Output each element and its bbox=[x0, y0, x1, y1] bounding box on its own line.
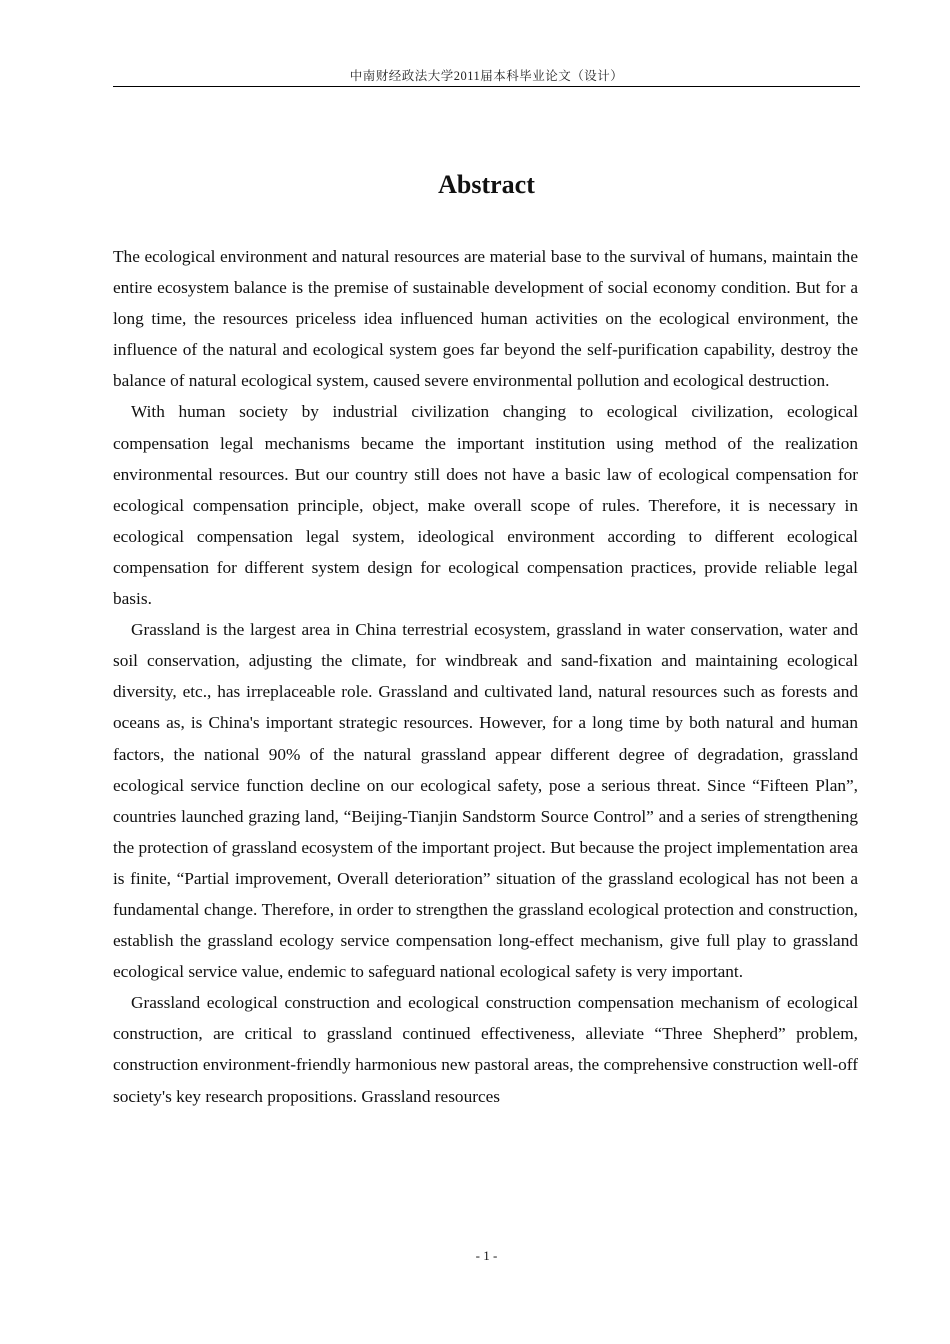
header-rule bbox=[113, 86, 860, 87]
abstract-paragraph-4: Grassland ecological construction and ecological construction compensation mechanism of ecological construction, are critical to grassland continued effectiveness, alleviate “Three Shepherd” problem, construction environment-friendly harmonious new pastoral areas, the comprehensive construction well-off society's key research propositions. Grassland resources bbox=[113, 993, 858, 1106]
abstract-paragraph-1: The ecological environment and natural resources are material base to the survival of humans, maintain the entire ecosystem balance is the premise of sustainable development of social economy condition. But for a long time, the resources priceless idea influenced human activities on the ecological environment, the influence of the natural and ecological system goes far beyond the self-purification capability, destroy the balance of natural ecological system, caused severe environmental pollution and ecological destruction. bbox=[113, 247, 858, 391]
abstract-body bbox=[113, 241, 858, 1112]
page-number: - 1 - bbox=[475, 1248, 498, 1263]
abstract-paragraph-3: Grassland is the largest area in China terrestrial ecosystem, grassland in water conservation, water and soil conservation, adjusting the climate, for windbreak and sand-fixation and maintaining ecological diversity, etc., has irreplaceable role. Grassland and cultivated land, natural resources such as forests and oceans as, is China's important strategic resources. However, for a long time by both natural and human factors, the national 90% of the natural grassland appear different degree of degradation, grassland ecological service function decline on our ecological safety, pose a serious threat. Since “Fifteen Plan”, countries launched grazing land, “Beijing-Tianjin Sandstorm Source Control” and a series of strengthening the protection of grassland ecosystem of the important project. But because the project implementation area is finite, “Partial improvement, Overall deterioration” situation of the grassland ecological has not been a fundamental change. Therefore, in order to strengthen the grassland ecological protection and construction, establish the grassland ecology service compensation long-effect mechanism, give full play to grassland ecological service value, endemic to safeguard national ecological safety is very important. bbox=[113, 620, 858, 982]
page-header: 中南财经政法大学2011届本科毕业论文（设计） bbox=[349, 69, 624, 83]
abstract-paragraph-2: With human society by industrial civilization changing to ecological civilization, ecological compensation legal mechanisms became the important institution using method of the realization environmental resources. But our country still does not have a basic law of ecological compensation for ecological compensation principle, object, make overall scope of rules. Therefore, it is necessary in ecological compensation legal system, ideological environment according to different ecological compensation for different system design for ecological compensation practices, provide reliable legal basis. bbox=[113, 402, 858, 609]
page-title: Abstract bbox=[438, 170, 535, 199]
